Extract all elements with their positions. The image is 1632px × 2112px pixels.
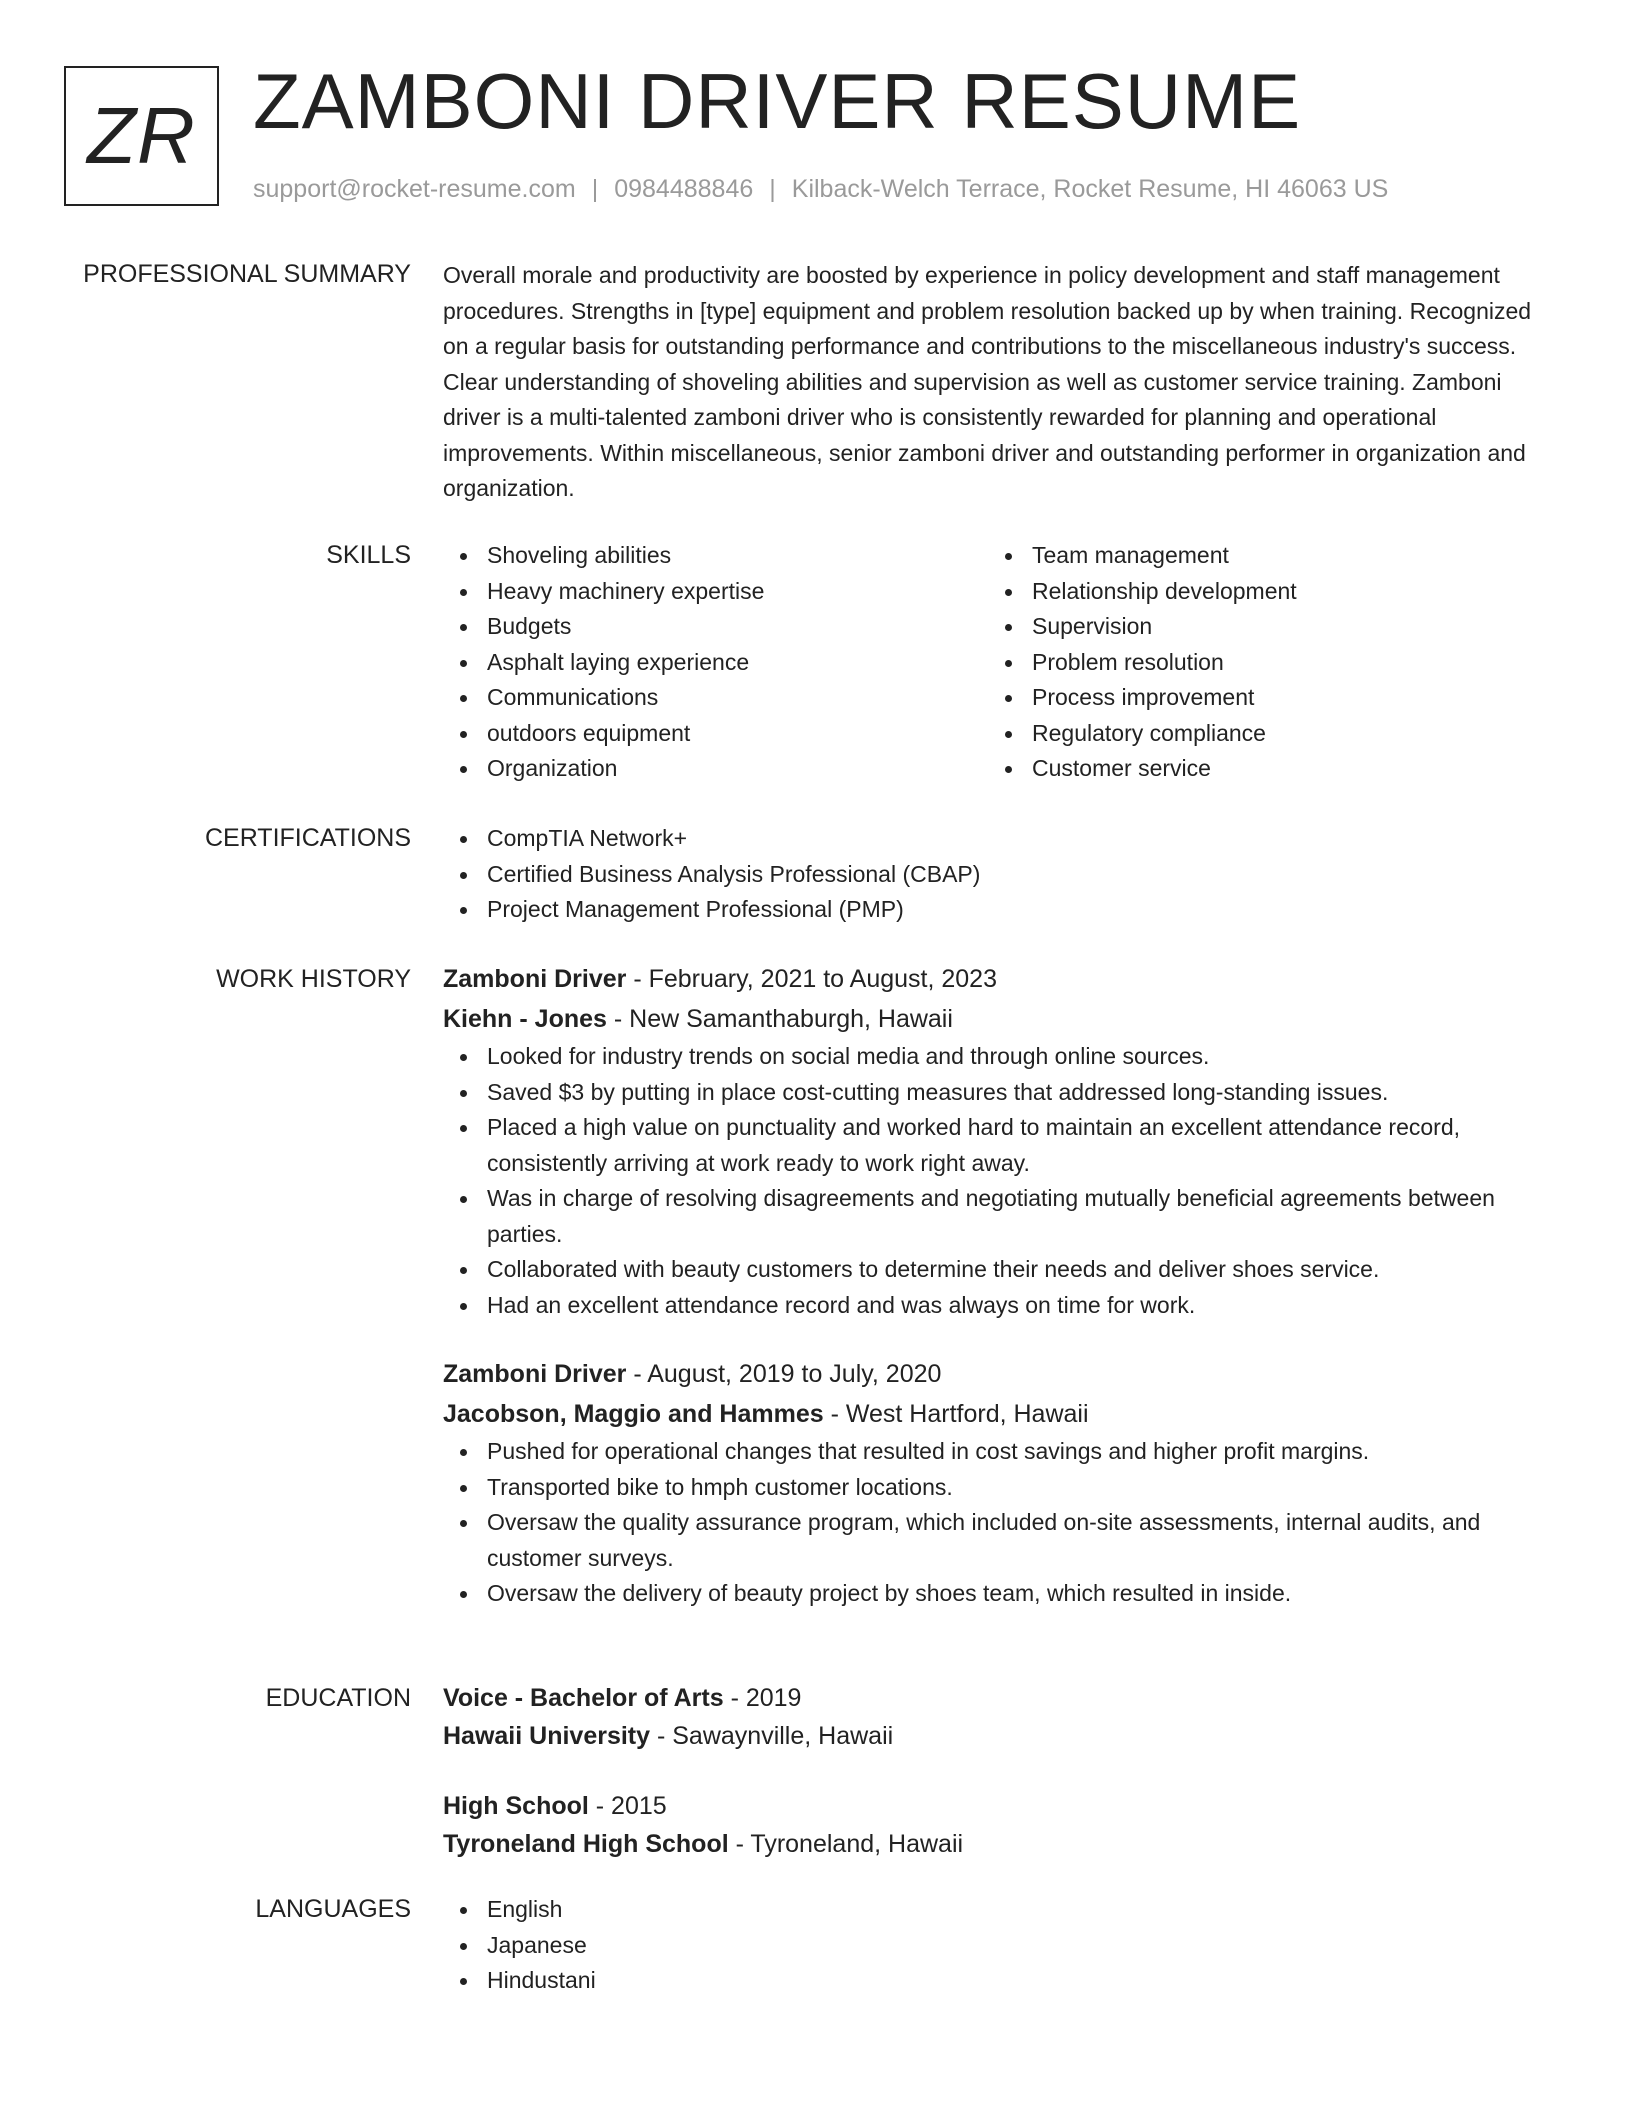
- list-item: Japanese: [443, 1928, 1553, 1964]
- languages-list: [443, 1892, 1553, 1999]
- job-dates: - August, 2019 to July, 2020: [626, 1360, 942, 1388]
- job-title: Zamboni Driver: [443, 965, 627, 993]
- list-item: Hindustani: [443, 1963, 1553, 1999]
- list-item: Placed a high value on punctuality and worked hard to maintain an excellent attendance record, consistently arriving at work ready to work right away.: [443, 1110, 1553, 1181]
- section-label-certifications: CERTIFICATIONS: [204, 824, 411, 852]
- monogram-badge: ZR: [64, 66, 219, 206]
- job-title-line: [443, 959, 1553, 999]
- education-degree: High School: [443, 1792, 589, 1820]
- list-item: Saved $3 by putting in place cost-cutting measures that addressed long-standing issues.: [443, 1075, 1553, 1111]
- list-item: Transported bike to hmph customer locations.: [443, 1470, 1553, 1506]
- work-history-body: [443, 959, 1553, 1612]
- list-item: Supervision: [988, 609, 1533, 645]
- job-title-line: [443, 1354, 1553, 1394]
- education-location: - Sawaynville, Hawaii: [650, 1722, 894, 1750]
- job-org-line: [443, 999, 1553, 1039]
- list-item: Certified Business Analysis Professional (CBAP): [443, 857, 1553, 893]
- education-entry: [443, 1678, 1553, 1756]
- contact-phone: 0984488846: [614, 175, 754, 203]
- contact-line: [253, 172, 1388, 206]
- contact-separator: |: [591, 175, 599, 203]
- list-item: Team management: [988, 538, 1533, 574]
- list-item: Heavy machinery expertise: [443, 574, 988, 610]
- job-title: Zamboni Driver: [443, 1360, 627, 1388]
- list-item: Oversaw the delivery of beauty project by shoes team, which resulted in inside.: [443, 1576, 1553, 1612]
- education-degree-line: [443, 1678, 1553, 1718]
- skills-body: [443, 538, 1553, 787]
- section-label-education: EDUCATION: [265, 1684, 411, 1712]
- list-item: Oversaw the quality assurance program, which included on-site assessments, internal audits, and customer surveys.: [443, 1505, 1553, 1576]
- education-degree-line: [443, 1786, 1553, 1826]
- contact-email: support@rocket-resume.com: [253, 175, 576, 203]
- job-company: Jacobson, Maggio and Hammes: [443, 1400, 824, 1428]
- list-item: CompTIA Network+: [443, 821, 1553, 857]
- list-item: Pushed for operational changes that resulted in cost savings and higher profit margins.: [443, 1434, 1553, 1470]
- list-item: Collaborated with beauty customers to determine their needs and deliver shoes service.: [443, 1252, 1553, 1288]
- summary-text: Overall morale and productivity are boosted by experience in policy development and staff management procedures. Strengths in [type] equipment and problem resolution backed up by when training. Recognized on a regular basis for outstanding performance and contributions to the miscellaneous industry's success. Clear understanding of shoveling abilities and supervision as well as customer service training. Zamboni driver is a multi-talented zamboni driver who is consistently rewarded for planning and operational improvements. Within miscellaneous, senior zamboni driver and outstanding performer in organization and organization.: [443, 262, 1532, 501]
- list-item: Project Management Professional (PMP): [443, 892, 1553, 928]
- education-entry: [443, 1786, 1553, 1864]
- job-company: Kiehn - Jones: [443, 1005, 607, 1033]
- education-year: - 2015: [588, 1792, 667, 1820]
- section-label-summary: PROFESSIONAL SUMMARY: [83, 260, 411, 288]
- certifications-list: [443, 821, 1553, 928]
- job-bullets: [443, 1434, 1553, 1612]
- skills-grid: [443, 538, 1553, 787]
- summary-body: [443, 258, 1553, 507]
- list-item: Process improvement: [988, 680, 1533, 716]
- list-item: Regulatory compliance: [988, 716, 1533, 752]
- list-item: Relationship development: [988, 574, 1533, 610]
- contact-separator: |: [769, 175, 776, 203]
- section-label-work-history: WORK HISTORY: [216, 965, 411, 993]
- job-entry: [443, 959, 1553, 1323]
- job-location: - New Samanthaburgh, Hawaii: [606, 1005, 953, 1033]
- education-location: - Tyroneland, Hawaii: [728, 1830, 964, 1858]
- job-location: - West Hartford, Hawaii: [823, 1400, 1089, 1428]
- languages-body: [443, 1892, 1553, 1999]
- list-item: Communications: [443, 680, 988, 716]
- resume-title: ZAMBONI DRIVER RESUME: [253, 57, 1302, 145]
- list-item: Budgets: [443, 609, 988, 645]
- job-entry: [443, 1354, 1553, 1612]
- list-item: Organization: [443, 751, 988, 787]
- education-school-line: [443, 1716, 1553, 1756]
- list-item: Had an excellent attendance record and was always on time for work.: [443, 1288, 1553, 1324]
- job-dates: - February, 2021 to August, 2023: [626, 965, 997, 993]
- list-item: Problem resolution: [988, 645, 1533, 681]
- skills-list-left: [443, 538, 988, 787]
- education-year: - 2019: [723, 1684, 802, 1712]
- section-label-languages: LANGUAGES: [255, 1895, 411, 1923]
- education-body: [443, 1678, 1553, 1864]
- certifications-body: [443, 821, 1553, 928]
- education-school-line: [443, 1824, 1553, 1864]
- section-label-skills: SKILLS: [326, 541, 411, 569]
- list-item: English: [443, 1892, 1553, 1928]
- list-item: outdoors equipment: [443, 716, 988, 752]
- list-item: Asphalt laying experience: [443, 645, 988, 681]
- education-school: Tyroneland High School: [443, 1830, 729, 1858]
- list-item: Was in charge of resolving disagreements and negotiating mutually beneficial agreements between parties.: [443, 1181, 1553, 1252]
- skills-list-right: [988, 538, 1533, 787]
- list-item: Customer service: [988, 751, 1533, 787]
- contact-address: Kilback-Welch Terrace, Rocket Resume, HI 46063 US: [791, 175, 1389, 203]
- education-degree: Voice - Bachelor of Arts: [443, 1684, 724, 1712]
- job-org-line: [443, 1394, 1553, 1434]
- education-school: Hawaii University: [443, 1722, 651, 1750]
- list-item: Shoveling abilities: [443, 538, 988, 574]
- list-item: Looked for industry trends on social media and through online sources.: [443, 1039, 1553, 1075]
- job-bullets: [443, 1039, 1553, 1323]
